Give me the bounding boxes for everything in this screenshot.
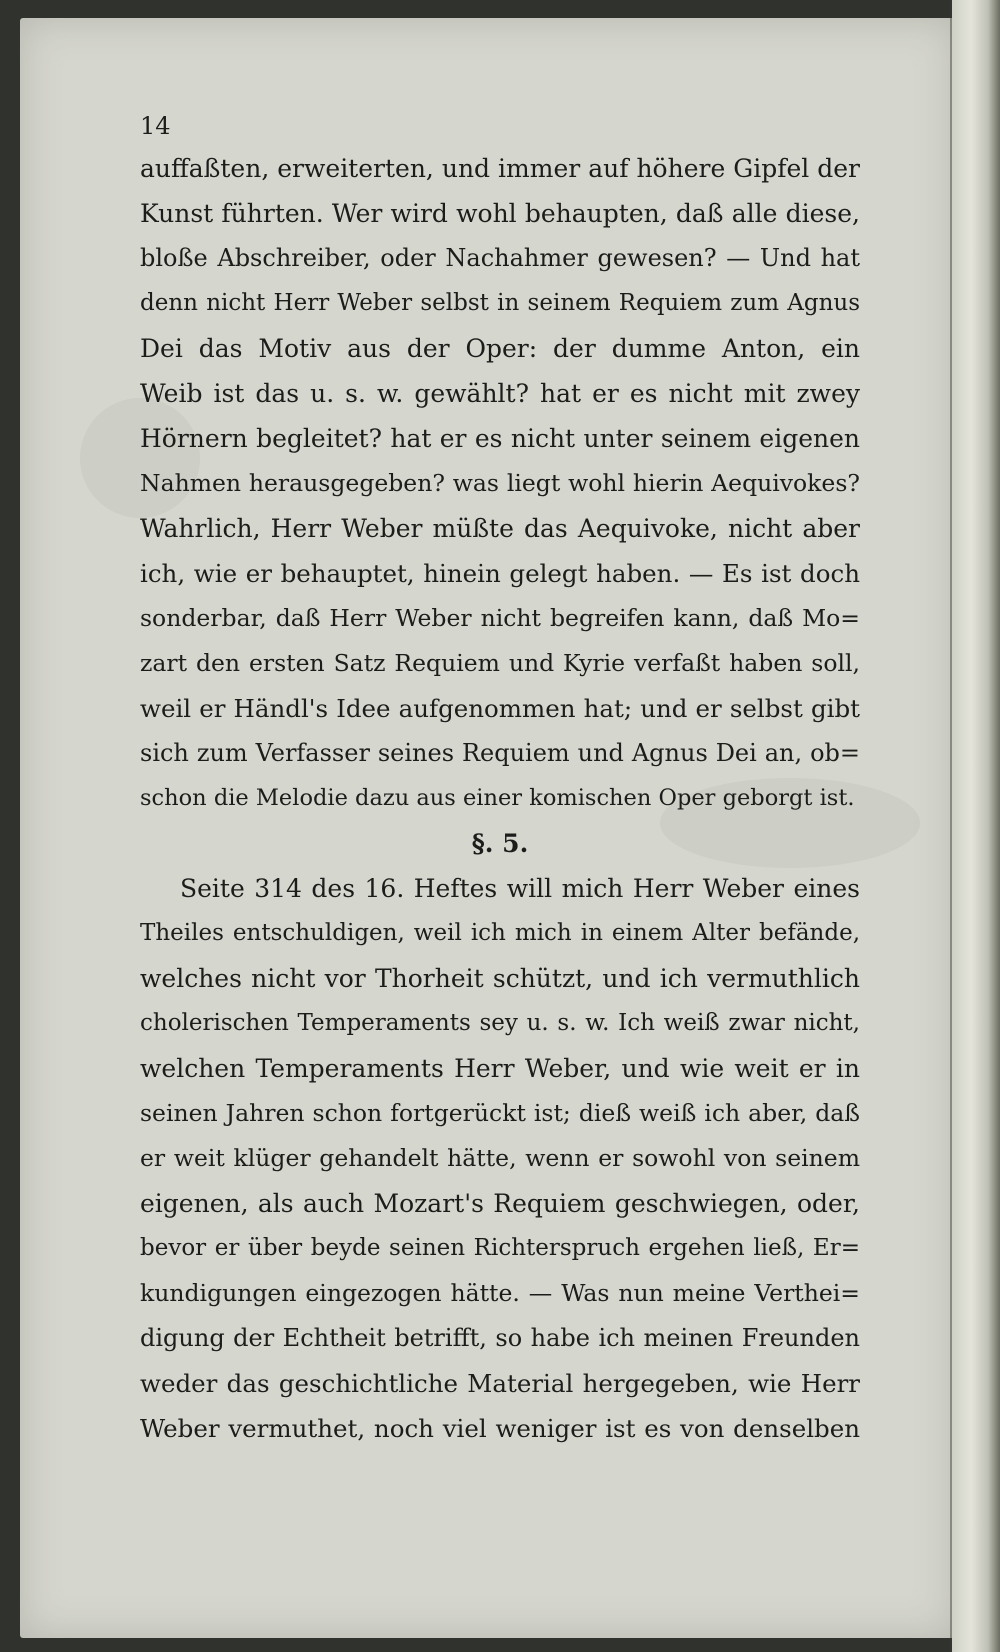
text-line: Dei das Motiv aus der Oper: der dumme Anton, ein [140,334,860,363]
text-line: Nahmen herausgegeben? was liegt wohl hierin Aequivokes? [140,469,860,497]
text-line: Wahrlich, Herr Weber müßte das Aequivoke, nicht aber [140,514,860,543]
text-line: denn nicht Herr Weber selbst in seinem Requiem zum Agnus [140,290,860,316]
text-line: schon die Melodie dazu aus einer komischen Oper geborgt ist. [140,785,855,811]
text-line: kundigungen eingezogen hätte. — Was nun meine Verthei= [140,1279,860,1307]
text-line: weder das geschichtliche Material hergegeben, wie Herr [140,1369,860,1398]
text-line: digung der Echtheit betrifft, so habe ich meinen Freunden [140,1324,860,1352]
text-line: sich zum Verfasser seines Requiem und Agnus Dei an, ob= [140,739,860,767]
text-line: zart den ersten Satz Requiem und Kyrie verfaßt haben soll, [140,649,860,677]
text-line: eigenen, als auch Mozart's Requiem geschwiegen, oder, [140,1189,860,1218]
text-line: Seite 314 des 16. Heftes will mich Herr Weber eines [180,874,860,903]
text-line: weil er Händl's Idee aufgenommen hat; und er selbst gibt [140,694,860,723]
text-line: welchen Temperaments Herr Weber, und wie weit er in [140,1054,860,1083]
section-heading: §. 5. [471,829,529,858]
text-line: ich, wie er behauptet, hinein gelegt haben. — Es ist doch [140,559,860,588]
text-line: Theiles entschuldigen, weil ich mich in einem Alter befände, [140,920,860,946]
text-line: Weber vermuthet, noch viel weniger ist es von denselben [140,1414,860,1443]
text-line: Hörnern begleitet? hat er es nicht unter seinem eigenen [140,424,860,453]
paragraph-continuation [140,146,860,821]
text-line: welches nicht vor Thorheit schützt, und ich vermuthlich [140,964,860,993]
text-line: Kunst führten. Wer wird wohl behaupten, daß alle diese, [140,199,860,228]
text-line: Weib ist das u. s. w. gewählt? hat er es nicht mit zwey [140,379,860,408]
book-spine-edge [952,0,1000,1652]
page-number: 14 [140,112,171,140]
text-line: er weit klüger gehandelt hätte, wenn er sowohl von seinem [140,1144,860,1172]
text-line: cholerischen Temperaments sey u. s. w. Ich weiß zwar nicht, [140,1010,860,1036]
text-line: auffaßten, erweiterten, und immer auf höhere Gipfel der [140,154,860,183]
page-text [140,108,860,1451]
text-line: seinen Jahren schon fortgerückt ist; dieß weiß ich aber, daß [140,1099,860,1127]
text-line: bevor er über beyde seinen Richterspruch ergehen ließ, Er= [140,1235,860,1261]
paragraph-section-5 [140,866,860,1451]
text-line: bloße Abschreiber, oder Nachahmer gewesen? — Und hat [140,244,860,272]
text-line: sonderbar, daß Herr Weber nicht begreifen kann, daß Mo= [140,604,860,632]
